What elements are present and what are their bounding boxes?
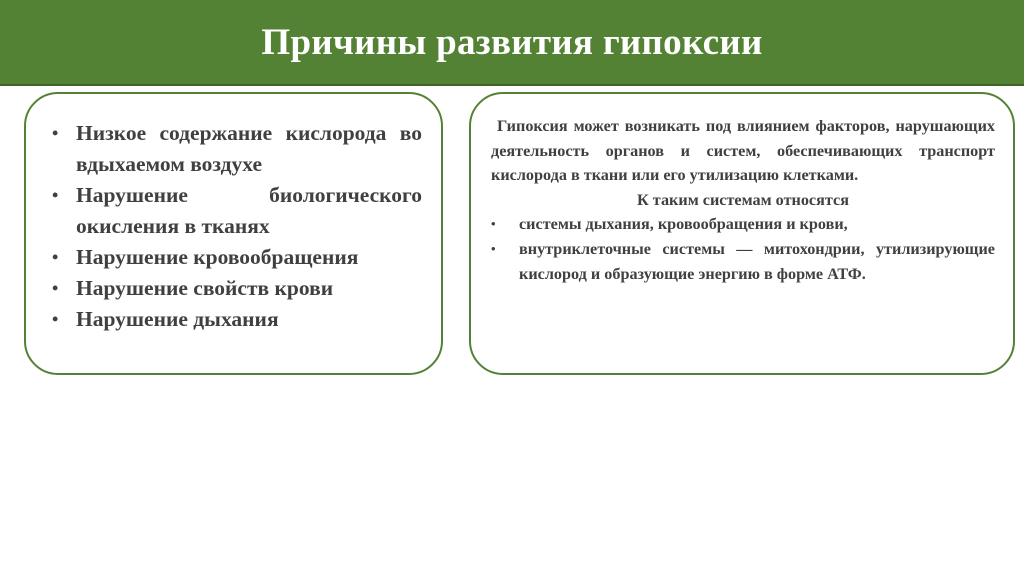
slide-title: Причины развития гипоксии: [261, 21, 763, 63]
description-paragraph: Гипоксия может возникать под влиянием факторов, нарушающих деятельность органов и систем, обеспечивающих транспорт кислорода в ткани или его утилизацию клетками.: [491, 117, 995, 185]
list-item-text: внутриклеточные системы — митохондрии, утилизирующие кислород и образующие энергию в форме АТФ.: [519, 239, 995, 283]
list-item: [54, 242, 422, 273]
causes-box: [24, 92, 443, 375]
list-item-text: системы дыхания, кровообращения и крови,: [519, 215, 848, 234]
bullet-icon: •: [52, 309, 59, 329]
bullet-icon: •: [52, 185, 59, 205]
list-item: [54, 304, 422, 335]
bullet-icon: •: [52, 123, 59, 143]
list-item-text: Низкое содержание кислорода во вдыхаемом воздухе: [76, 121, 422, 176]
description-content: [491, 114, 995, 286]
list-item: [54, 118, 422, 180]
list-item: [491, 237, 995, 286]
bullet-icon: •: [491, 240, 496, 256]
list-item-text: Нарушение кровообращения: [76, 245, 359, 269]
bullet-icon: •: [52, 278, 59, 298]
systems-subheading: К таким системам относятся: [637, 190, 849, 209]
bullet-icon: •: [52, 247, 59, 267]
title-bar: [0, 0, 1024, 86]
list-item-text: Нарушение свойств крови: [76, 276, 334, 300]
list-item-text: Нарушение биологического окисления в тканях: [76, 183, 422, 238]
systems-list: [491, 212, 995, 286]
list-item: [491, 212, 995, 237]
list-item: [54, 180, 422, 242]
bullet-icon: •: [491, 216, 496, 232]
description-box: [469, 92, 1015, 375]
list-item: [54, 273, 422, 304]
causes-list: [54, 118, 422, 335]
list-item-text: Нарушение дыхания: [76, 307, 279, 331]
